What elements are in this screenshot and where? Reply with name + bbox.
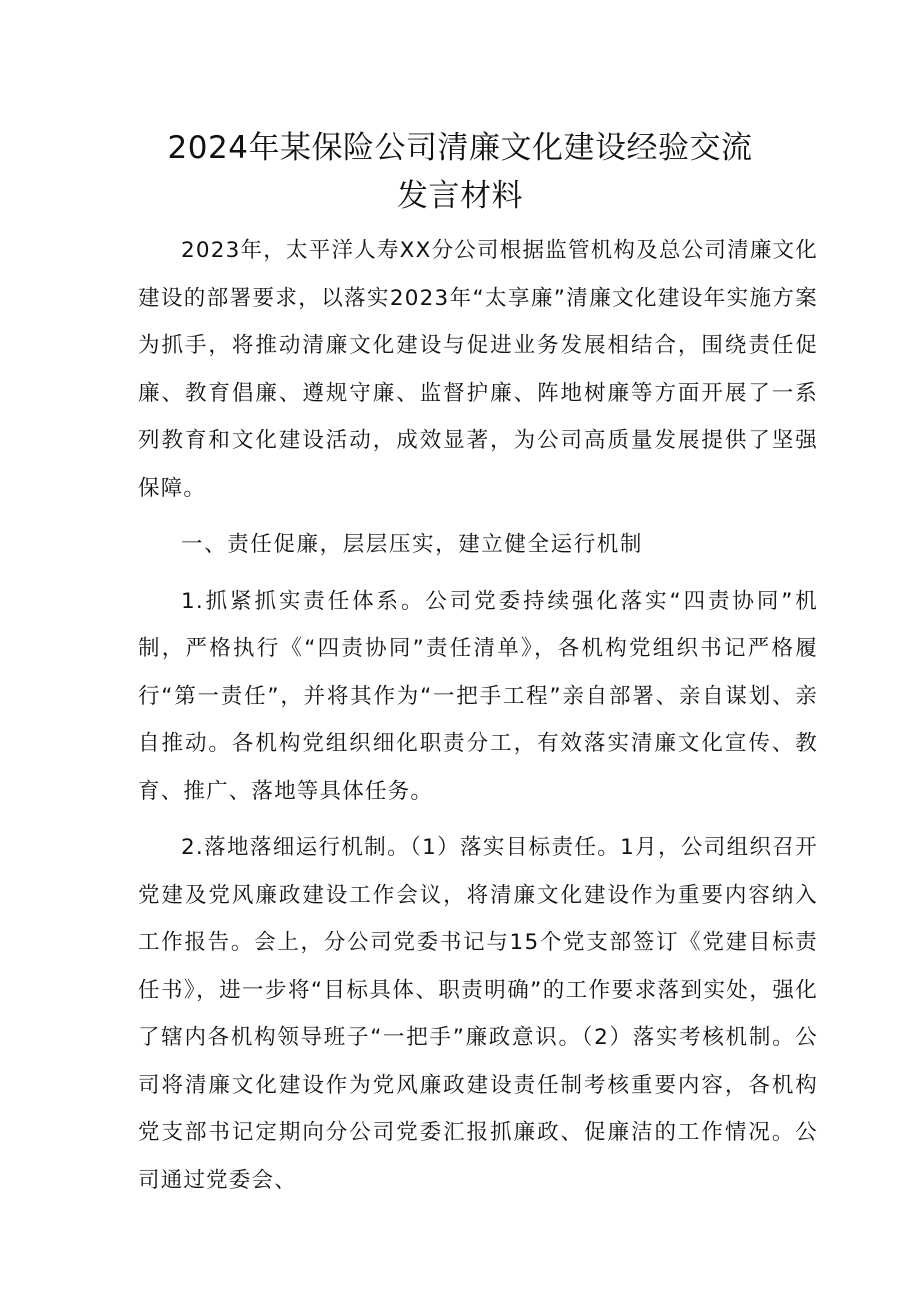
document-title-line-2: 发言材料 bbox=[397, 178, 523, 214]
document-body bbox=[138, 227, 818, 1204]
document-title-line-1: 2024年某保险公司清廉文化建设经验交流 bbox=[167, 130, 753, 166]
section-heading-1: 一、责任促廉，层层压实，建立健全运行机制 bbox=[181, 532, 644, 557]
paragraph-item-1: 1.抓紧抓实责任体系。公司党委持续强化落实“四责协同”机制，严格执行《“四责协同”责任清单》，各机构党组织书记严格履行“第一责任”，并将其作为“一把手工程”亲自部署、亲自谋划、亲自推动。各机构党组织细化职责分工，有效落实清廉文化宣传、教育、推广、落地等具体任务。 bbox=[138, 588, 818, 804]
paragraph-intro: 2023年，太平洋人寿XX分公司根据监管机构及总公司清廉文化建设的部署要求，以落实2023年“太享廉”清廉文化建设年实施方案为抓手，将推动清廉文化建设与促进业务发展相结合，围绕责任促廉、教育倡廉、遵规守廉、监督护廉、阵地树廉等方面开展了一系列教育和文化建设活动，成效显著，为公司高质量发展提供了坚强保障。 bbox=[138, 238, 818, 501]
paragraph-item-2: 2.落地落细运行机制。（1）落实目标责任。1月，公司组织召开党建及党风廉政建设工作会议，将清廉文化建设作为重要内容纳入工作报告。会上，分公司党委书记与15个党支部签订《党建目标责任书》，进一步将“目标具体、职责明确”的工作要求落到实处，强化了辖内各机构领导班子“一把手”廉政意识。（2）落实考核机制。公司将清廉文化建设作为党风廉政建设责任制考核重要内容，各机构党支部书记定期向分公司党委汇报抓廉政、促廉洁的工作情况。公司通过党委会、 bbox=[138, 835, 818, 1193]
